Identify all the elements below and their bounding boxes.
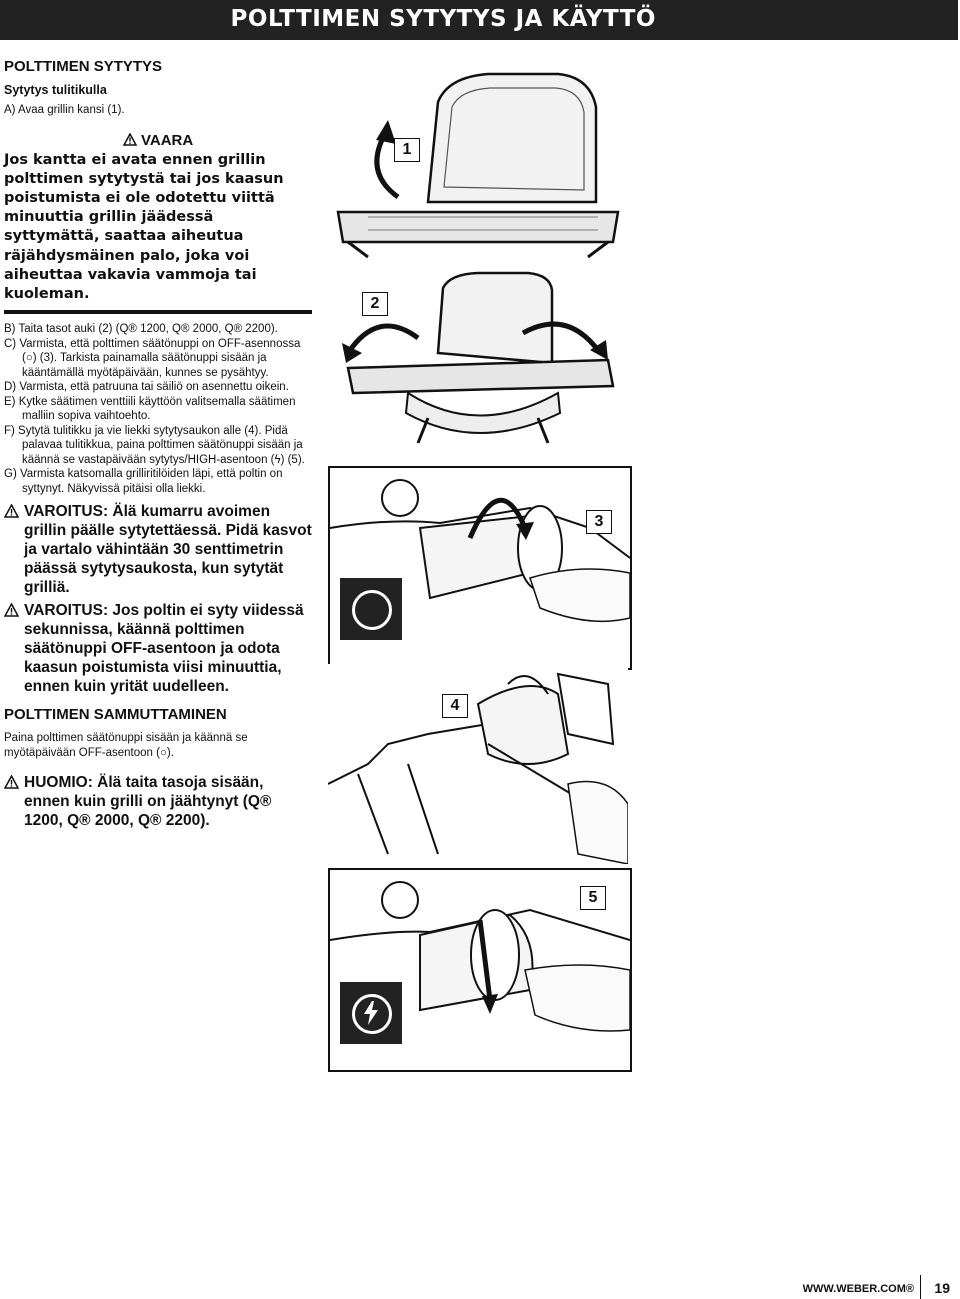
step-e: E) Kytke säätimen venttiili käyttöön valitsemalla säätimen malliin sopiva vaihtoehto. (4, 395, 296, 423)
figure-5 (328, 868, 632, 1072)
figure-1 (328, 62, 628, 262)
warning-lean: VAROITUS: Älä kumarru avoimen grillin päälle sytytettäessä. Pidä kasvot ja vartalo vähintään 30 senttimetrin päässä sytytysaukosta, kun sytytät grilliä. (4, 502, 312, 597)
off-indicator (340, 578, 402, 640)
step-b: B) Taita tasot auki (2) (Q® 1200, Q® 2000, Q® 2200). (4, 323, 278, 336)
grill-open-lid-illustration (328, 62, 628, 262)
lightning-icon (362, 1001, 380, 1025)
match-ignition-illustration (328, 664, 628, 864)
footer-divider (920, 1275, 921, 1299)
off-circle-icon (352, 590, 392, 630)
step-a: A) Avaa grillin kansi (1). (4, 104, 125, 116)
caution-triangle-icon (4, 775, 19, 789)
danger-text: Jos kantta ei avata ennen grillin polttimen sytytystä tai jos kaasun poistumista ei ole odotettu viittä minuuttia grillin jäädessä syttymättä, saattaa aiheutua räjähdysmäinen palo, joka voi aiheuttaa vakavia vammoja tai kuoleman. (4, 151, 284, 302)
figure-label-4: 4 (442, 694, 468, 718)
page-number: 19 (934, 1280, 950, 1296)
page-title: POLTTIMEN SYTYTYS JA KÄYTTÖ (230, 6, 656, 32)
figure-label-3: 3 (586, 510, 612, 534)
figure-4 (328, 664, 628, 864)
shutdown-text: Paina polttimen säätönuppi sisään ja käännä se myötäpäivään OFF-asentoon (○). (4, 732, 248, 760)
step-c: C) Varmista, että polttimen säätönuppi on OFF-asennossa (○) (3). Tarkista painamalla säätönuppi sisään ja kääntämällä myötäpäivään, kunnes se pysähtyy. (4, 337, 301, 379)
figure-label-1: 1 (394, 138, 420, 162)
section-title-shutdown: POLTTIMEN SAMMUTTAMINEN (4, 706, 227, 724)
figure-3 (328, 466, 632, 670)
step-f: F) Sytytä tulitikku ja vie liekki sytytysaukon alle (4). Pidä palavaa tulitikkua, paina polttimen säätönuppi sisään ja käännä se vastapäivään sytytys/HIGH-asentoon (ϟ) (5). (4, 424, 305, 466)
subsection-title: Sytytys tulitikulla (4, 83, 107, 97)
step-g: G) Varmista katsomalla grilliritilöiden läpi, että poltin on syttynyt. Näkyvissä pitäisi olla liekki. (4, 468, 283, 495)
footer-url: WWW.WEBER.COM® (802, 1283, 914, 1295)
figure-label-2: 2 (362, 292, 388, 316)
divider (4, 310, 312, 314)
figure-2 (328, 268, 628, 468)
warning-triangle-icon (4, 504, 19, 518)
warning-no-ignition: VAROITUS: Jos poltin ei syty viidessä sekunnissa, käännä polttimen säätönuppi OFF-asentoon ja odota kaasun poistumista viisi minuuttia, ennen kuin yrität uudelleen. (4, 601, 312, 696)
danger-heading (4, 132, 312, 149)
step-d: D) Varmista, että patruuna tai säiliö on asennettu oikein. (4, 381, 289, 394)
header-bar (0, 0, 958, 40)
instructions-column (4, 58, 312, 834)
figure-label-5: 5 (580, 886, 606, 910)
danger-title: VAARA (140, 131, 194, 149)
danger-triangle-icon (123, 133, 137, 146)
warning-triangle-icon (4, 603, 19, 617)
high-indicator (340, 982, 402, 1044)
section-title-lighting: POLTTIMEN SYTYTYS (4, 58, 163, 75)
caution-shelves: HUOMIO: Älä taita tasoja sisään, ennen kuin grilli on jäähtynyt (Q® 1200, Q® 2000, Q® 2200). (4, 773, 312, 830)
